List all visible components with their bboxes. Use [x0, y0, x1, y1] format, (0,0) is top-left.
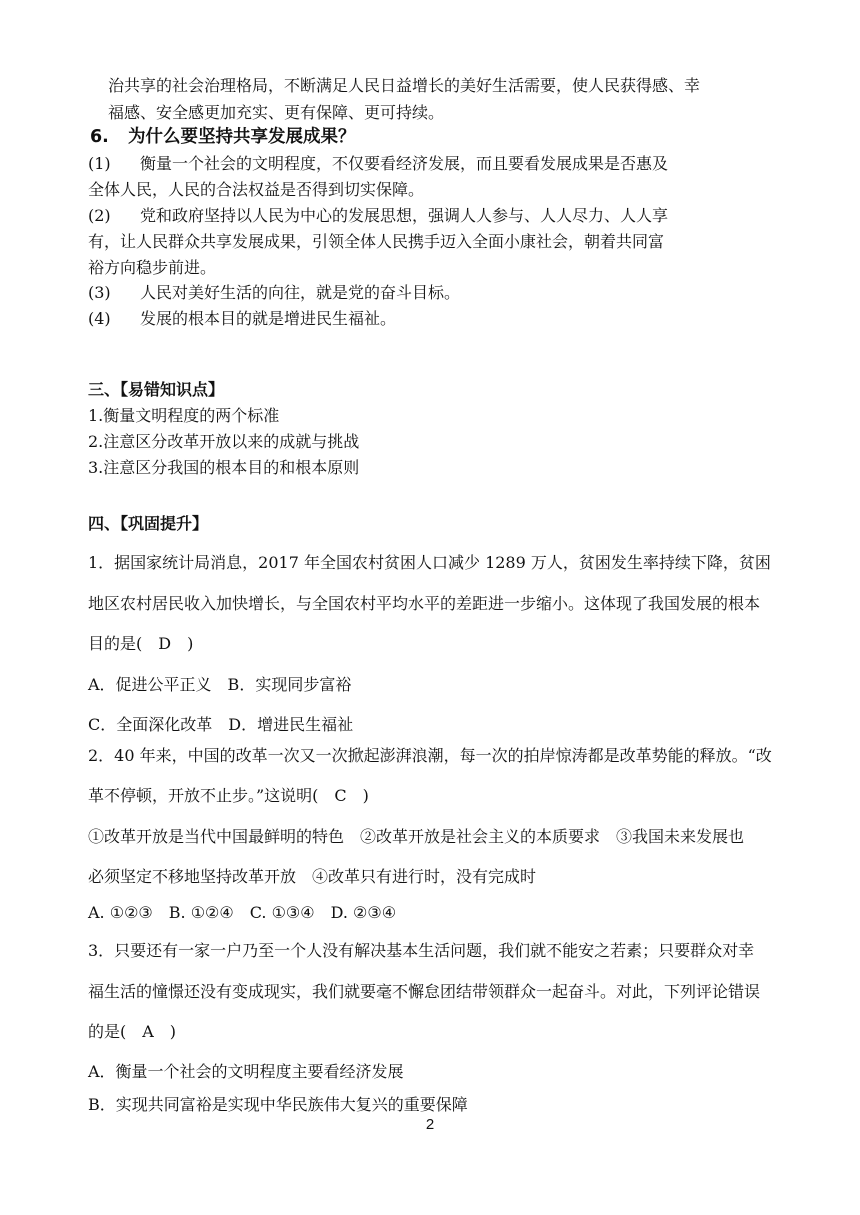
question-1-options: C．全面深化改革 D．增进民生福祉	[88, 715, 354, 734]
question-6-heading	[90, 127, 356, 147]
item-number: (4)	[88, 309, 111, 328]
answer-item-3	[88, 283, 460, 303]
question-number: 6.	[90, 127, 109, 147]
section-3-heading: 三、【易错知识点】	[88, 380, 225, 399]
answer-item-4	[88, 309, 396, 329]
item-text-continued: 裕方向稳步前进。	[88, 258, 217, 277]
question-2-line: 必须坚定不移地坚持改革开放 ④改革只有进行时，没有完成时	[88, 867, 537, 886]
question-2-line: 2．40 年来，中国的改革一次又一次掀起澎湃浪潮，每一次的拍岸惊涛都是改革势能的释放。“改	[88, 746, 772, 765]
answer-item-2	[88, 206, 668, 226]
item-number: (3)	[88, 283, 111, 302]
page-number: 2	[425, 1116, 435, 1133]
question-1-line: 目的是( D )	[88, 634, 194, 653]
question-2-options: A. ①②③ B. ①②④ C. ①③④ D. ②③④	[88, 903, 397, 922]
item-text: 发展的根本目的就是增进民生福祉。	[140, 309, 397, 328]
question-3-option: A．衡量一个社会的文明程度主要看经济发展	[88, 1062, 404, 1081]
section-3-item: 1.衡量文明程度的两个标准	[88, 406, 280, 425]
section-4-heading: 四、【巩固提升】	[88, 514, 209, 533]
section-3-item: 2.注意区分改革开放以来的成就与挑战	[88, 432, 360, 451]
question-1-line: 地区农村居民收入加快增长，与全国农村平均水平的差距进一步缩小。这体现了我国发展的根本	[88, 594, 761, 613]
item-text: 人民对美好生活的向往，就是党的奋斗目标。	[140, 283, 461, 302]
item-number: (1)	[88, 154, 111, 173]
item-text-continued: 全体人民，人民的合法权益是否得到切实保障。	[88, 180, 425, 199]
question-3-option: B．实现共同富裕是实现中华民族伟大复兴的重要保障	[88, 1095, 468, 1114]
question-2-line: ①改革开放是当代中国最鲜明的特色 ②改革开放是社会主义的本质要求 ③我国未来发展也	[88, 827, 745, 846]
question-title: 为什么要坚持共享发展成果？	[128, 127, 356, 147]
question-1-options: A．促进公平正义 B．实现同步富裕	[88, 675, 352, 694]
item-text-continued: 有，让人民群众共享发展成果，引领全体人民携手迈入全面小康社会，朝着共同富	[88, 232, 665, 251]
paragraph-line: 治共享的社会治理格局，不断满足人民日益增长的美好生活需要，使人民获得感、幸	[108, 76, 701, 95]
item-text: 衡量一个社会的文明程度，不仅要看经济发展，而且要看发展成果是否惠及	[140, 154, 669, 173]
item-number: (2)	[88, 206, 111, 225]
question-2-line: 革不停顿，开放不止步。”这说明( C )	[88, 786, 369, 805]
question-3-line: 3．只要还有一家一户乃至一个人没有解决基本生活问题，我们就不能安之若素；只要群众对幸	[88, 941, 755, 960]
question-3-line: 的是( A )	[88, 1022, 177, 1041]
paragraph-line: 福感、安全感更加充实、更有保障、更可持续。	[108, 103, 445, 122]
question-1-line: 1．据国家统计局消息，2017 年全国农村贫困人口减少 1289 万人，贫困发生率持续下降，贫困	[88, 553, 771, 572]
question-3-line: 福生活的憧憬还没有变成现实，我们就要毫不懈怠团结带领群众一起奋斗。对此，下列评论错误	[88, 982, 761, 1001]
answer-item-1	[88, 154, 668, 174]
item-text: 党和政府坚持以人民为中心的发展思想，强调人人参与、人人尽力、人人享	[140, 206, 669, 225]
section-3-item: 3.注意区分我国的根本目的和根本原则	[88, 458, 360, 477]
